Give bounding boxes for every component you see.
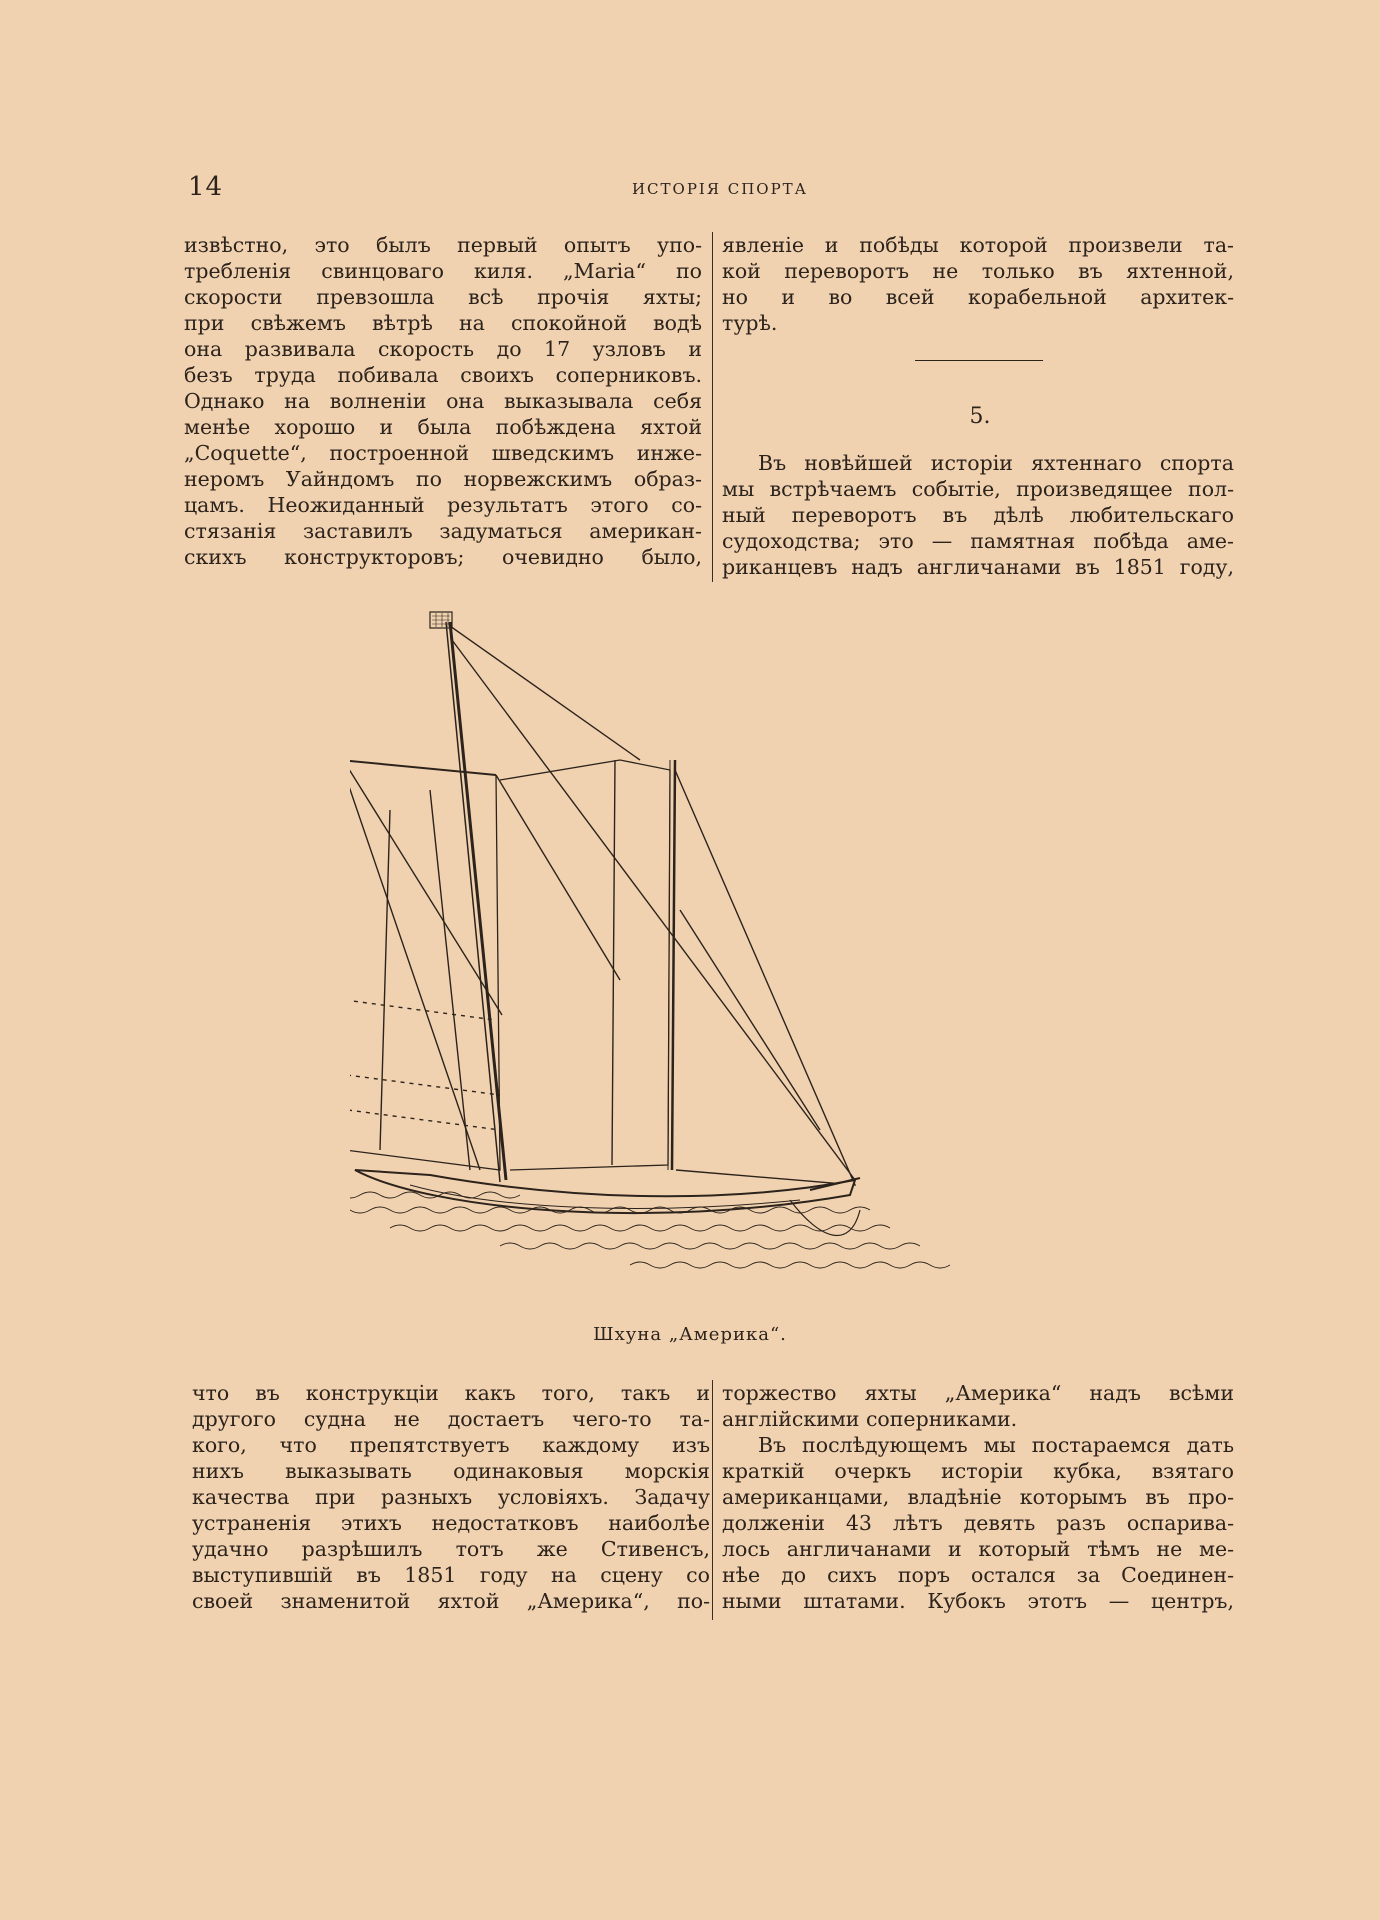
text-line: удачно разрѣшилъ тотъ же Стивенсъ, [192,1537,710,1561]
text-line: она развивала скорость до 17 узловъ и [184,337,702,361]
text-line: кой переворотъ не только въ яхтенной, [722,259,1234,283]
text-line: своей знаменитой яхтой „Америка“, по- [192,1589,710,1613]
column-divider [712,232,713,582]
section-number: 5. [969,404,991,429]
text-line: менѣе хорошо и была побѣждена яхтой [184,415,702,439]
paragraph [722,1432,1234,1614]
text-line: требленія свинцоваго киля. „Maria“ по [184,259,702,283]
column-divider [712,1380,713,1620]
text-line: цамъ. Неожиданный результатъ этого со- [184,493,702,517]
text-line: „Coquette“, построенной шведскимъ инже- [184,441,702,465]
text-line: но и во всей корабельной архитек- [722,285,1234,309]
running-title: ИСТОРІЯ СПОРТА [631,180,809,198]
text-line: скихъ конструкторовъ; очевидно было, [184,545,702,569]
figure-caption: Шхуна „Америка“. [593,1324,787,1345]
text-line: при свѣжемъ вѣтрѣ на спокойной водѣ [184,311,702,335]
text-line: долженіи 43 лѣтъ девять разъ оспарива- [722,1511,1234,1535]
text-line: стязанія заставилъ задуматься американ- [184,519,702,543]
text-line: ный переворотъ въ дѣлѣ любительскаго [722,503,1234,527]
text-line: краткій очеркъ исторіи кубка, взятаго [722,1459,1234,1483]
text-line: ными штатами. Кубокъ этотъ — центръ, [722,1589,1234,1613]
paragraph [192,1380,710,1614]
paragraph [722,450,1234,580]
text-line: неромъ Уайндомъ по норвежскимъ образ- [184,467,702,491]
text-line: торжество яхты „Америка“ надъ всѣми [722,1381,1234,1405]
section-5-text [722,450,1234,580]
text-line: явленіе и побѣды которой произвели та- [722,233,1234,257]
text-line: турѣ. [722,311,778,335]
text-line: нихъ выказывать одинаковыя морскія [192,1459,710,1483]
text-line: что въ конструкціи какъ того, такъ и [192,1381,710,1405]
text-line: мы встрѣчаемъ событіе, произведящее пол- [722,477,1234,501]
text-line: лось англичанами и который тѣмъ не ме- [722,1537,1234,1561]
paragraph [722,232,1234,336]
paragraph [184,232,702,570]
text-line: Однако на волненіи она выказывала себя [184,389,702,413]
text-line: риканцевъ надъ англичанами въ 1851 году, [722,555,1234,579]
top-left-column [184,232,702,570]
page-number: 14 [188,172,224,202]
text-line: скорости превзошла всѣ прочія яхты; [184,285,702,309]
section-rule [915,360,1043,361]
text-line: выступившій въ 1851 году на сцену со [192,1563,710,1587]
text-line: кого, что препятствуетъ каждому изъ [192,1433,710,1457]
paragraph [722,1380,1234,1432]
text-line: Въ новѣйшей исторіи яхтеннаго спорта [758,451,1234,475]
text-line: извѣстно, это былъ первый опытъ упо- [184,233,702,257]
text-line: качества при разныхъ условіяхъ. Задачу [192,1485,710,1509]
text-line: нѣе до сихъ поръ остался за Соединен- [722,1563,1234,1587]
text-line: устраненія этихъ недостатковъ наиболѣе [192,1511,710,1535]
bottom-right-column [722,1380,1234,1614]
bottom-left-column [192,1380,710,1614]
text-line: американцами, владѣніе которымъ въ про- [722,1485,1234,1509]
text-line: безъ труда побивала своихъ соперниковъ. [184,363,702,387]
text-line: Въ послѣдующемъ мы постараемся дать [758,1433,1234,1457]
text-line: судоходства; это — памятная побѣда аме- [722,529,1234,553]
schooner-illustration [350,610,1050,1300]
top-right-column [722,232,1234,336]
text-line: англійскими соперниками. [722,1407,1018,1431]
text-line: другого судна не достаетъ чего-то та- [192,1407,710,1431]
